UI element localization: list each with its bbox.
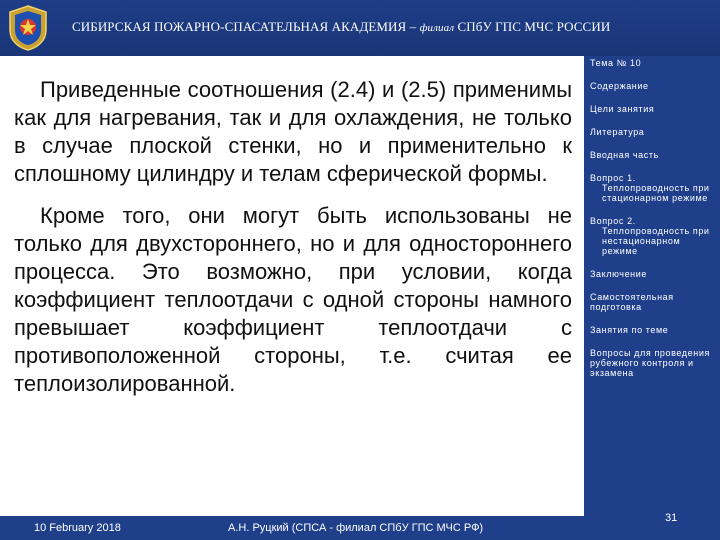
footer-author: А.Н. Руцкий (СПСА - филиал СПбУ ГПС МЧС РФ) [228,522,484,534]
slide-footer [0,512,720,540]
sidebar-item-label: Вводная часть [590,150,659,160]
sidebar-item-label: Занятия по теме [590,325,669,335]
sidebar-item-contents[interactable] [590,81,716,91]
sidebar-item-label: Вопросы для проведения рубежного контроля и экзамена [590,348,710,378]
sidebar-item-sublabel: Теплопроводность при стационарном режиме [602,183,710,203]
sidebar-item-label: Тема № 10 [590,58,642,68]
sidebar-nav [590,58,716,391]
sidebar-item-question-1[interactable] [590,173,716,203]
sidebar-item-exam-questions[interactable] [590,348,716,378]
footer-date: 10 February 2018 [34,522,121,534]
sidebar-item-label: Литература [590,127,645,137]
header-title-end: СПбУ ГПС МЧС РОССИИ [454,19,611,34]
body-paragraph-1: Приведенные соотношения (2.4) и (2.5) применимы как для нагревания, так и для охлаждения, не только в случае плоской стенки, но и применительно к сплошному цилиндру и телам сферической формы. [14,77,572,186]
sidebar-item-label: Вопрос 2. [590,216,636,226]
page-number: 31 [665,512,678,524]
body-paragraph-2: Кроме того, они могут быть использованы не только для двухстороннего, но и для одностороннего процесса. Это возможно, при условии, когда коэффициент теплоотдачи с одной стороны намного превышает коэффициент теплоотдачи с противоположенной стороны, т.е. считая ее теплоизолированной. [14,203,572,396]
header-title-main: СИБИРСКАЯ ПОЖАРНО-СПАСАТЕЛЬНАЯ АКАДЕМИЯ – [72,19,420,34]
sidebar-item-intro[interactable] [590,150,716,160]
sidebar-item-topic[interactable] [590,58,716,68]
sidebar-item-question-2[interactable] [590,216,716,256]
sidebar-item-label: Цели занятия [590,104,655,114]
sidebar-item-literature[interactable] [590,127,716,137]
sidebar-item-topic-lessons[interactable] [590,325,716,335]
sidebar-item-self-study[interactable] [590,292,716,312]
header-title [72,19,610,35]
sidebar-item-label: Вопрос 1. [590,173,636,183]
sidebar-item-goals[interactable] [590,104,716,114]
header-title-small: филиал [419,22,455,34]
slide-content [0,56,584,516]
slide-header [0,0,720,56]
sidebar-item-sublabel: Теплопроводность при нестационарном режиме [602,226,710,256]
sidebar-item-label: Самостоятельная подготовка [590,292,674,312]
academy-emblem-icon [6,4,50,52]
sidebar-item-conclusion[interactable] [590,269,716,279]
sidebar-item-label: Содержание [590,81,649,91]
sidebar-item-label: Заключение [590,269,647,279]
